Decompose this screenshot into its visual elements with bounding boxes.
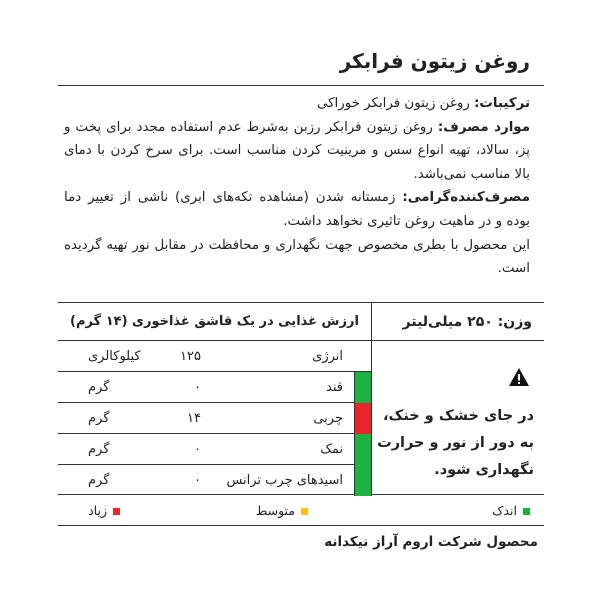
nutrient-value: ۰ bbox=[194, 442, 201, 457]
producer-name: محصول شرکت اروم آراز نیکدانه bbox=[324, 534, 538, 550]
legend-label-medium: متوسط bbox=[255, 503, 295, 518]
nutrient-unit: گرم bbox=[88, 442, 110, 457]
table-row bbox=[58, 403, 371, 434]
product-title: روغن زیتون فرابکر bbox=[58, 38, 544, 86]
nutrient-unit: کیلوکالری bbox=[88, 349, 141, 364]
ingredients-text: روغن زیتون فرابکر خوراکی bbox=[316, 96, 475, 111]
indicator-divider bbox=[354, 403, 355, 434]
product-label bbox=[58, 38, 544, 558]
level-indicator-high bbox=[355, 403, 371, 434]
ingredients-label: ترکیبات: bbox=[474, 96, 530, 111]
usage-paragraph bbox=[64, 116, 530, 187]
table-row bbox=[58, 434, 371, 465]
indicator-divider bbox=[354, 465, 355, 496]
legend-label-low: اندک bbox=[492, 503, 517, 518]
indicator-divider bbox=[354, 434, 355, 465]
legend-swatch-high bbox=[113, 508, 120, 515]
usage-label: موارد مصرف: bbox=[437, 119, 530, 135]
storage-instructions: در جای خشک و خنک، به دور از نور و حرارت نگهداری شود. bbox=[377, 408, 534, 478]
table-row bbox=[58, 372, 371, 403]
net-weight: وزن: ۲۵۰ میلی‌لیتر bbox=[372, 303, 544, 341]
nutrient-name: قند bbox=[326, 380, 343, 395]
consumer-paragraph bbox=[64, 186, 530, 233]
legend-swatch-low bbox=[523, 508, 530, 515]
warning-icon bbox=[508, 367, 530, 387]
ingredients-line bbox=[64, 92, 530, 116]
usage-text: روغن زیتون فرابکر رزبن به‌شرط عدم استفاده مجدد برای پخت و پز، سالاد، تهیه انواع سس و مرینیت کردن مناسب است. برای سرخ کردن با دمای بالا مناسب نمی‌باشد. bbox=[64, 119, 530, 182]
indicator-divider bbox=[354, 372, 355, 403]
table-row bbox=[58, 341, 371, 372]
legend-item-low bbox=[492, 502, 530, 520]
consumer-label: مصرف‌کننده‌گرامی: bbox=[402, 190, 530, 206]
legend-item-medium bbox=[256, 502, 308, 520]
packaging-paragraph: این محصول با بطری مخصوص جهت نگهداری و محافظت در مقابل نور تهیه گردیده است. bbox=[64, 237, 530, 277]
nutrient-unit: گرم bbox=[88, 411, 110, 426]
nutrient-name: انرژی bbox=[312, 349, 343, 364]
level-indicator-low bbox=[355, 434, 371, 465]
legend-swatch-medium bbox=[301, 508, 308, 515]
nutrient-unit: گرم bbox=[88, 380, 110, 395]
legend-item-high bbox=[88, 502, 120, 520]
legend-label-high: زیاد bbox=[88, 503, 107, 518]
nutrient-value: ۰ bbox=[194, 473, 201, 488]
info-grid bbox=[58, 302, 544, 495]
nutrient-name: چربی bbox=[313, 411, 343, 426]
nutrient-unit: گرم bbox=[88, 473, 110, 488]
level-indicator-low bbox=[355, 465, 371, 496]
nutrition-table bbox=[58, 303, 371, 496]
storage-column bbox=[371, 303, 544, 496]
nutrient-name: اسیدهای چرب ترانس bbox=[226, 473, 343, 488]
nutrient-name: نمک bbox=[320, 442, 343, 457]
nutrient-value: ۰ bbox=[194, 380, 201, 395]
nutrition-rows bbox=[58, 341, 371, 496]
level-indicator-low bbox=[355, 372, 371, 403]
table-row bbox=[58, 465, 371, 496]
nutrient-value: ۱۴ bbox=[187, 411, 201, 426]
traffic-light-legend bbox=[58, 496, 544, 526]
nutrition-table-header: ارزش غذایی در یک قاشق غذاخوری (۱۴ گرم) bbox=[58, 303, 371, 341]
nutrient-value: ۱۲۵ bbox=[180, 349, 201, 364]
consumer-text: زمستانه شدن (مشاهده تکه‌های ابری) ناشی از تغییر دما بوده و در ماهیت روغن تاثیری نخواهد داشت. bbox=[64, 190, 530, 229]
